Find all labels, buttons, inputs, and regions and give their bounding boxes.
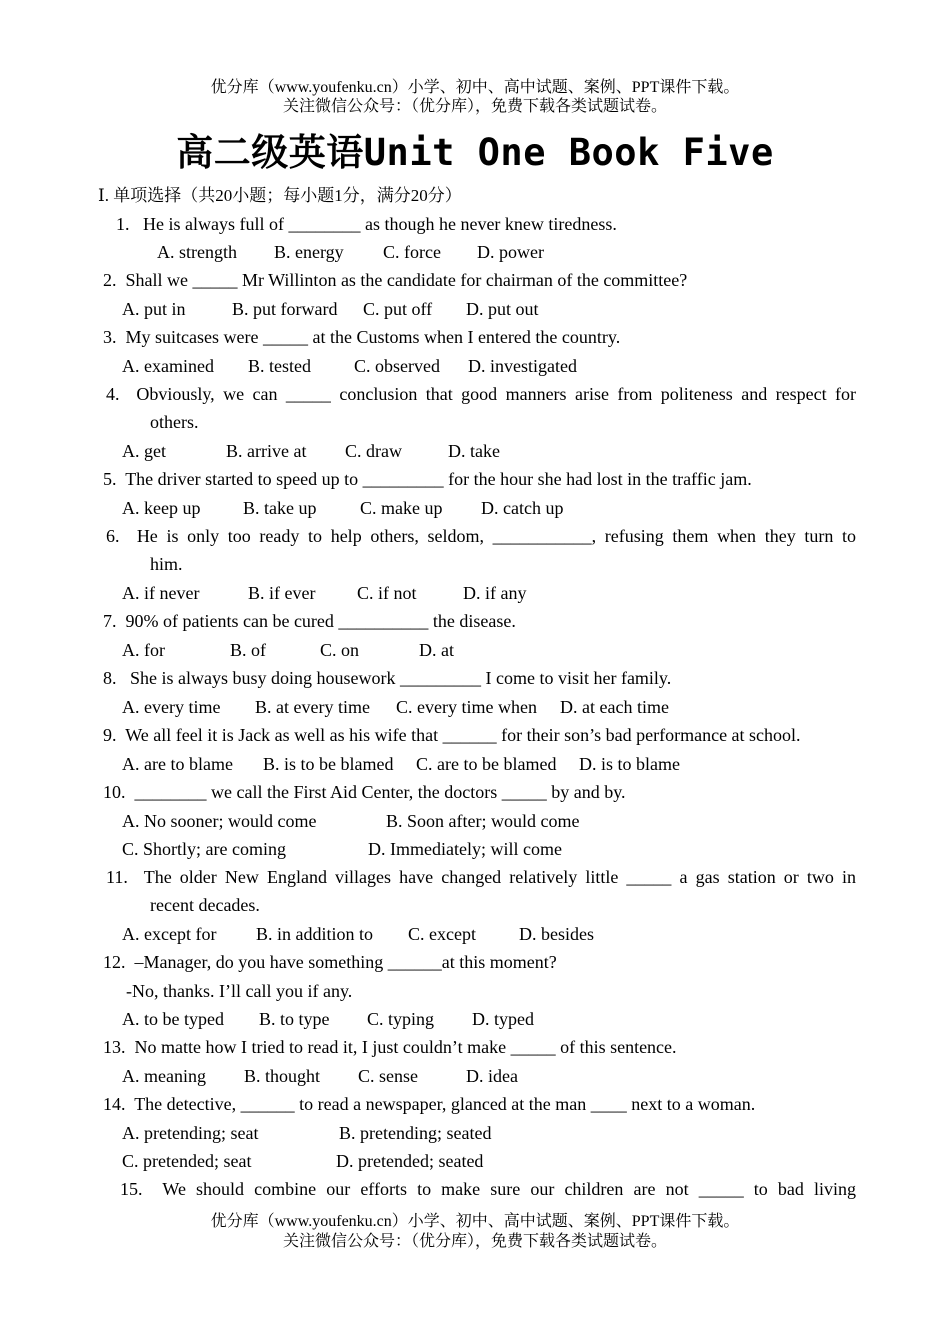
question-stem: No matte how I tried to read it, I just couldn’t make _____ of this sentence. [134,1037,677,1057]
question-stem-line-2: him. [150,554,183,574]
option-b: B. to type [259,1009,330,1029]
question-number: 7. [103,611,117,631]
question-stem-line-2: others. [150,412,199,432]
option-d: D. typed [472,1009,534,1029]
option-c: C. force [383,242,441,262]
question-11 [106,863,856,919]
option-a: A. meaning [122,1066,206,1086]
footer-line-2: 关注微信公众号：（优分库），免费下载各类试题试卷。 [282,1233,667,1250]
question-13 [103,1033,677,1061]
option-c: C. draw [345,441,402,461]
question-12 [103,948,557,976]
option-a: A. strength [157,242,237,262]
question-15 [120,1175,856,1203]
question-stem-line-1 [120,1175,856,1203]
option-b: B. Soon after; would come [386,811,580,831]
question-stem-line-2: recent decades. [150,895,260,915]
option-d: D. investigated [468,356,577,376]
question-stem-line-1 [106,863,856,891]
option-d: D. is to blame [579,754,680,774]
footer-line-1: 优分库（www.youfenku.cn）小学、初中、高中试题、案例、PPT课件下载。 [210,1213,740,1230]
question-number: 4. [106,384,120,404]
option-a: A. put in [122,299,186,319]
option-a: A. get [122,441,166,461]
option-a: A. are to blame [122,754,233,774]
options-12 [0,1005,950,1033]
question-stem-line-1 [106,522,856,550]
option-d: D. power [477,242,544,262]
question-stem: My suitcases were _____ at the Customs when I entered the country. [125,327,621,347]
question-number: 13. [103,1037,126,1057]
question-stem: The driver started to speed up to _________ for the hour she had lost in the traffic jam. [125,469,752,489]
option-b: B. tested [248,356,311,376]
question-number: 5. [103,469,117,489]
question-stem: We should combine our efforts to make sure our children are not _____ to bad living [162,1179,856,1199]
question-stem: Shall we _____ Mr Willinton as the candidate for chairman of the committee? [125,270,688,290]
option-a: A. for [122,640,165,660]
option-b: B. of [230,640,266,660]
option-b: B. is to be blamed [263,754,394,774]
question-stem: We all feel it is Jack as well as his wife that ______ for their son’s bad performance at school. [125,725,801,745]
option-c: C. make up [360,498,443,518]
question-9 [103,721,801,749]
option-d: D. Immediately; will come [368,839,562,859]
question-number: 8. [103,668,117,688]
question-stem-line-1 [106,380,856,408]
options-11 [0,920,950,948]
question-10 [103,778,626,806]
question-number: 1. [116,214,130,234]
option-b: B. thought [244,1066,321,1086]
option-d: D. take [448,441,500,461]
question-1 [116,210,617,238]
question-stem: He is only too ready to help others, seldom, ___________, refusing them when they turn to [136,526,856,546]
option-b: B. pretending; seated [339,1123,492,1143]
question-number: 9. [103,725,117,745]
question-stem: –Manager, do you have something ______at this moment? [134,952,557,972]
options-7 [0,636,950,664]
option-b: B. if ever [248,583,316,603]
question-2 [103,266,687,294]
question-4 [106,380,856,436]
question-number: 2. [103,270,117,290]
header-line-1: 优分库（www.youfenku.cn）小学、初中、高中试题、案例、PPT课件下载。 [210,79,740,96]
options-6 [0,579,950,607]
options-10-row-2 [0,835,950,863]
question-stem: ________ we call the First Aid Center, the doctors _____ by and by. [134,782,626,802]
question-stem: 90% of patients can be cured __________ the disease. [125,611,516,631]
options-2 [0,295,950,323]
option-d: D. at each time [560,697,669,717]
option-b: B. energy [274,242,344,262]
option-b: B. arrive at [226,441,307,461]
option-c: C. pretended; seat [122,1151,252,1171]
page-title: 高二级英语Unit One Book Five [176,131,774,174]
option-a: A. to be typed [122,1009,224,1029]
question-number: 3. [103,327,117,347]
question-12-reply: -No, thanks. I’ll call you if any. [126,981,353,1001]
question-3 [103,323,620,351]
option-c: C. put off [363,299,433,319]
question-5 [103,465,752,493]
option-c: C. except [408,924,476,944]
option-a: A. if never [122,583,200,603]
option-d: D. if any [463,583,527,603]
question-number: 14. [103,1094,126,1114]
options-1 [0,238,950,266]
option-c: C. if not [357,583,417,603]
option-c: C. sense [358,1066,418,1086]
option-d: D. put out [466,299,539,319]
question-stem: Obviously, we can _____ conclusion that good manners arise from politeness and respect for [136,384,856,404]
option-d: D. idea [466,1066,518,1086]
question-6 [106,522,856,578]
options-14-row-1 [0,1119,950,1147]
option-a: A. examined [122,356,214,376]
option-b: B. put forward [232,299,338,319]
option-b: B. at every time [255,697,370,717]
option-c: C. are to be blamed [416,754,557,774]
options-5 [0,494,950,522]
option-d: D. pretended; seated [336,1151,484,1171]
question-stem: The detective, ______ to read a newspaper, glanced at the man ____ next to a woman. [134,1094,756,1114]
option-a: A. every time [122,697,221,717]
options-8 [0,693,950,721]
option-b: B. take up [243,498,317,518]
options-3 [0,352,950,380]
option-a: A. except for [122,924,217,944]
option-c: C. every time when [396,697,537,717]
question-stem: The older New England villages have changed relatively little _____ a gas station or two in [143,867,856,887]
option-a: A. keep up [122,498,201,518]
question-number: 10. [103,782,126,802]
question-number: 15. [120,1179,143,1199]
options-14-row-2 [0,1147,950,1175]
option-c: C. Shortly; are coming [122,839,286,859]
option-d: D. catch up [481,498,564,518]
question-14 [103,1090,755,1118]
question-7 [103,607,516,635]
option-a: A. No sooner; would come [122,811,317,831]
option-d: D. at [419,640,454,660]
question-number: 11. [106,867,128,887]
option-a: A. pretending; seat [122,1123,259,1143]
option-c: C. typing [367,1009,435,1029]
section-title: Ⅰ. 单项选择（共20小题；每小题1分，满分20分） [98,186,462,205]
header-line-2: 关注微信公众号：（优分库），免费下载各类试题试卷。 [282,98,667,115]
option-b: B. in addition to [256,924,373,944]
question-number: 6. [106,526,120,546]
question-number: 12. [103,952,126,972]
options-9 [0,750,950,778]
question-stem: He is always full of ________ as though he never knew tiredness. [143,214,617,234]
option-c: C. on [320,640,360,660]
question-8 [103,664,671,692]
options-10-row-1 [0,807,950,835]
options-13 [0,1062,950,1090]
option-c: C. observed [354,356,440,376]
option-d: D. besides [519,924,594,944]
options-4 [0,437,950,465]
question-stem: She is always busy doing housework _________ I come to visit her family. [130,668,672,688]
